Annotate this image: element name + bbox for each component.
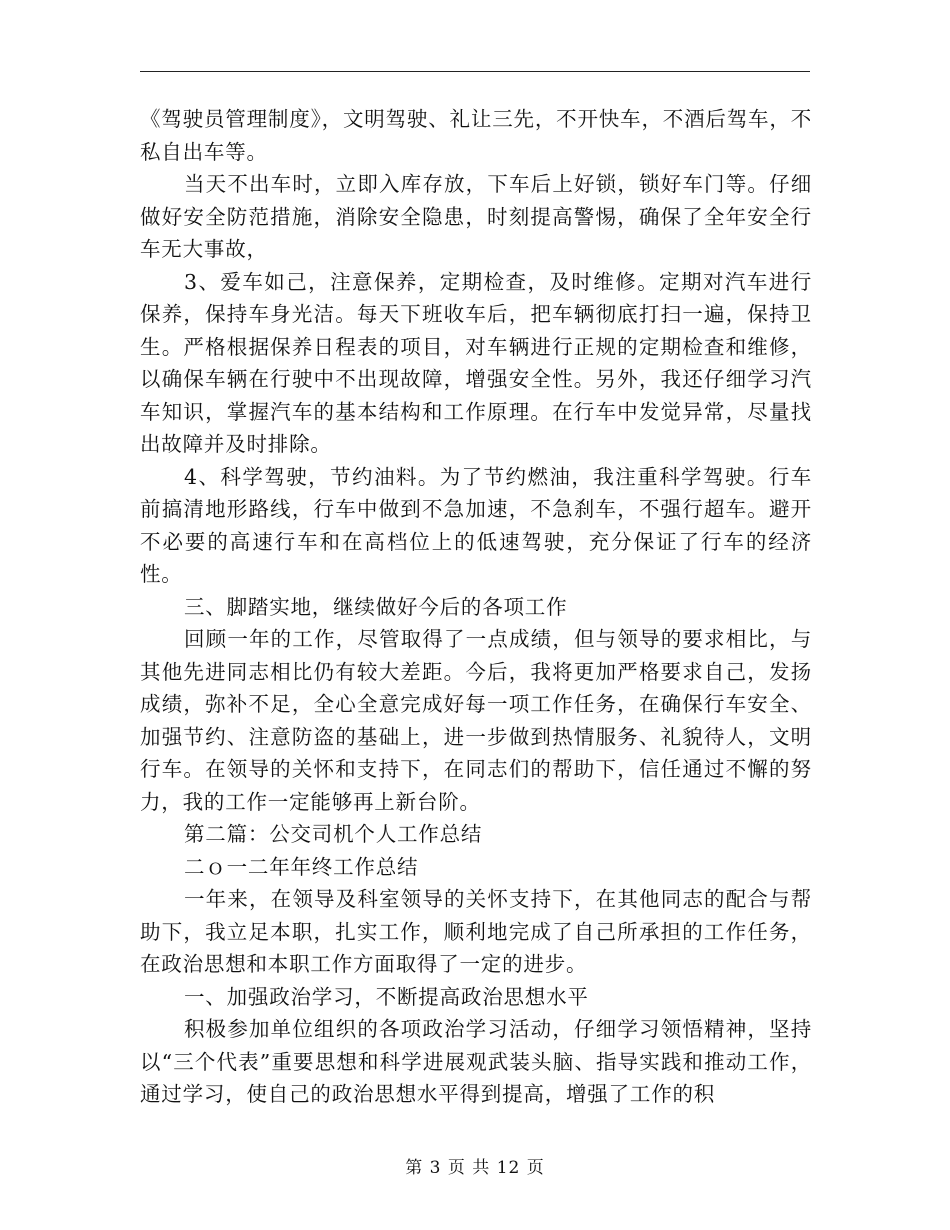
section-heading: 一、加强政治学习，不断提高政治思想水平 — [184, 984, 589, 1009]
paragraph: 一年来，在领导及科室领导的关怀支持下，在其他同志的配合与帮助下，我立足本职，扎实工作，顺利地完成了自己所承担的工作任务，在政治思想和本职工作方面取得了一定的进步。 — [140, 887, 812, 976]
header-rule — [140, 71, 810, 72]
paragraph: 《驾驶员管理制度》，文明驾驶、礼让三先，不开快车，不酒后驾车，不私自出车等。 — [140, 107, 812, 164]
document-title: 二ｏ一二年年终工作总结 — [184, 854, 419, 879]
page-footer: 第 3 页 共 12 页 — [405, 1158, 545, 1178]
paragraph: 回顾一年的工作，尽管取得了一点成绩，但与领导的要求相比，与其他先进同志相比仍有较大差距。今后，我将更加严格要求自己，发扬成绩，弥补不足，全心全意完成好每一项工作任务，在确保行车安全、加强节约、注意防盗的基础上，进一步做到热情服务、礼貌待人，文明行车。在领导的关怀和支持下，在同志们的帮助下，信任通过不懈的努力，我的工作一定能够再上新台阶。 — [140, 627, 812, 814]
paragraph: 4、科学驾驶，节约油料。为了节约燃油，我注重科学驾驶。行车前搞清地形路线，行车中做到不急加速，不急刹车，不强行超车。避开不必要的高速行车和在高档位上的低速驾驶，充分保证了行车的经济性。 — [140, 464, 812, 586]
paragraph: 当天不出车时，立即入库存放，下车后上好锁，锁好车门等。仔细做好安全防范措施，消除安全隐患，时刻提高警惕，确保了全年安全行车无大事故， — [140, 172, 812, 261]
section-heading: 三、脚踏实地，继续做好今后的各项工作 — [184, 594, 568, 619]
chapter-title: 第二篇：公交司机个人工作总结 — [184, 822, 483, 846]
body-text — [140, 103, 812, 1111]
paragraph: 积极参加单位组织的各项政治学习活动，仔细学习领悟精神，坚持以“三个代表”重要思想和科学进展观武装头脑、指导实践和推动工作，通过学习，使自己的政治思想水平得到提高，增强了工作的积 — [140, 1017, 812, 1106]
paragraph: 3、爱车如己，注意保养，定期检查，及时维修。定期对汽车进行保养，保持车身光洁。每天下班收车后，把车辆彻底打扫一遍，保持卫生。严格根据保养日程表的项目，对车辆进行正规的定期检查和维修，以确保车辆在行驶中不出现故障，增强安全性。另外，我还仔细学习汽车知识，掌握汽车的基本结构和工作原理。在行车中发觉异常，尽量找出故障并及时排除。 — [140, 269, 812, 456]
